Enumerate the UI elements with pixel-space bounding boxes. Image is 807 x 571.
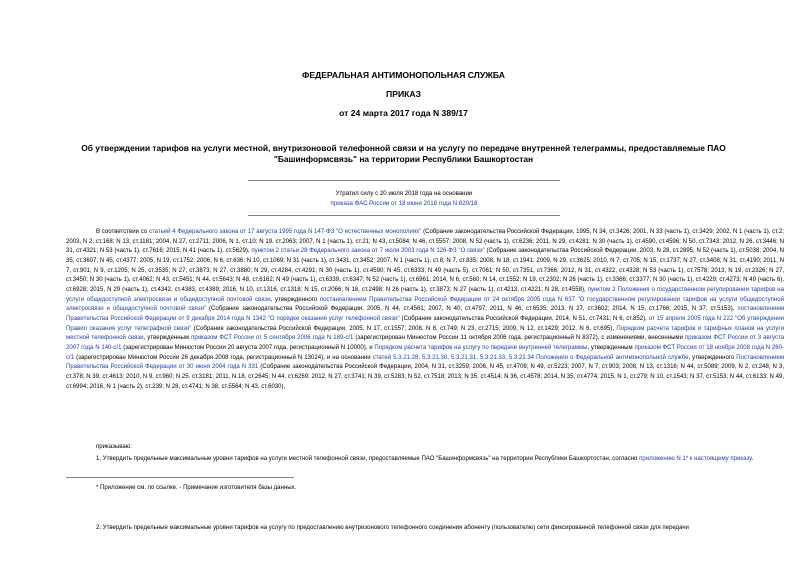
law-link[interactable]: пунктом 2 статьи 28 Федерального закона от 7 июля 2003 года N 126-ФЗ "О связи"	[251, 248, 485, 255]
preamble-text: , утвержденным	[587, 344, 635, 351]
law-link[interactable]: статей 5.3.21.28, 5.3.21.30, 5.3.21.31, 5.3.21.33, 5.3.21.34 Положения о Федеральной антимонопольной службе	[372, 354, 689, 361]
order-word: приказываю:	[96, 444, 132, 450]
preamble-text: (Собрание законодательства Российской Федерации, 1995, N 34, ст.3426; 2001, N 33 (часть 1), ст.3429; 2002, N 1 (часть 1), ст.2; 2003, N 2, ст.168; N 13, ст.1181; 2004, N 27, ст.2711; 2006, N 1, ст.10; N 19, ст.2063; 2007, N 1 (часть 1), ст.21; N 43, ст.5084; N 46, ст.5557; 2008, N 52 (часть 1), ст.6236; 2011, N 29, ст.4281; N 30 (часть 1), ст.4590, ст.4596; N 50, ст.7343; 2012, N 26, ст.3446; N 31, ст.4321; N 53 (часть 1), ст.7616; 2015, N 41 (часть 1), ст.5629),	[66, 229, 784, 255]
preamble-text: В соответствии со	[96, 229, 149, 235]
law-link[interactable]: Порядком расчета тарифов на услугу по передаче внутренней телеграммы	[374, 344, 588, 351]
preamble-text: (Собрание законодательства Российской Федерации, 2014, N 51, ст.7431; N 6, ст.852),	[399, 315, 649, 322]
preamble-text: (зарегистрирован Минюстом России 20 августа 2007 года, регистрационный N 10000), и	[121, 344, 375, 351]
preamble-text: (Собрание законодательства Российской Федерации, 2005, N 17, ст.1557; 2008, N 8, ст.749; N 23, ст.2715; 2009, N 12, ст.1429; 2012, N 6, ст.695),	[191, 325, 617, 332]
title-line-1: Об утверждении тарифов на услуги местной, внутризоновой телефонной связи и на услугу по передаче внутренней телеграммы, предоставляемые ПАО	[81, 143, 726, 153]
document-title	[40, 143, 767, 165]
preamble-text: (Собрание законодательства Российской Федерации, 2003, N 28, ст.2895; N 52 (часть 1), ст.5038; 2004, N 35, ст.3607; N 45, ст.4377; 2005, N 19, ст.1752; 2006, N 6, ст.636; N 10, ст.1069; N 31 (часть 1), ст.3431, ст.3452; 2007, N 1 (часть 1), ст.8; N 7, ст.835; 2008, N 18, ст.1941; 2009, N 29, ст.3625; 2010, N 7, ст.705; N 15, ст.1737; N 27, ст.3408; N 31, ст.4190; 2011, N 7, ст.901; N 9, ст.1205; N 25, ст.3535; N 27, ст.3873; N 27, ст.3880; N 29, ст.4284, ст.4291; N 30 (часть 1), ст.4590; N 45, ст.6333; N 49 (часть 5), ст.7061; N 50, ст.7351, ст.7366; 2012, N 31, ст.4322, ст.4328; N 53 (часть 1), ст.7578; 2013, N 19, ст.2326; N 27, ст.3450; N 30 (часть 1), ст.4062; N 43, ст.5451; N 44, ст.5643; N 48, ст.6162; N 49 (часть 1), ст.6339, ст.6347; N 52 (часть 1), ст.6961; 2014, N 6, ст.560; N 14, ст.1552; N 19, ст.2302; N 26 (часть 1), ст.3366; ст.3377; N 30 (часть 1), ст.4229; ст.4273; N 49 (часть 6), ст.6928; 2015, N 29 (часть 1), ст.4342, ст.4383, ст.4389; 2016, N 10, ст.1316, ст.1318; N 15, ст.2066; N 18, ст.2498; N 26 (часть 1), ст.3873; N 27 (часть 1), ст.4213, ст.4221; N 28, ст.4558),	[66, 248, 785, 293]
footnote-divider	[66, 477, 294, 478]
date-number-heading: от 24 марта 2017 года N 389/17	[339, 108, 468, 118]
preamble-text: (Собрание законодательства Российской Федерации, 2005, N 44, ст.4561; 2007, N 40, ст.4797; 2011, N 46, ст.6535; 2013, N 27, ст.3602; 2014, N 15, ст.1766; 2015, N 37, ст.5153),	[206, 306, 738, 313]
law-link[interactable]: от 15 апреля 2005 года N 222 "Об утверждении Правил оказания услуг телеграфной связи"	[66, 315, 784, 332]
item-1-paragraph	[66, 455, 784, 465]
item-1-text-end: .	[751, 456, 754, 462]
agency-heading: ФЕДЕРАЛЬНАЯ АНТИМОНОПОЛЬНАЯ СЛУЖБА	[302, 70, 505, 80]
status-divider	[248, 215, 560, 216]
doc-type-heading: ПРИКАЗ	[386, 89, 421, 99]
law-link[interactable]: Порядком расчета тарифов и тарифных планов на услуги местной телефонной связи	[66, 325, 784, 342]
law-link[interactable]: приказом ФСТ России от 3 августа 2007 года N 140-с/1	[66, 335, 785, 351]
item-1-text: 1. Утвердить предельные максимальные уровни тарифов на услуги местной телефонной связи, предоставляемые ПАО "Башинформсвязь" на территории Республики Башкортостан, согласно	[96, 456, 640, 462]
law-link[interactable]: Постановлением Правительства Российской Федерации от 30 июня 2004 года N 331	[66, 354, 784, 371]
law-link[interactable]: приказом ФСТ России от 5 сентября 2006 года N 189-с/1	[191, 335, 354, 342]
preamble-text: , утвержденного	[688, 354, 737, 361]
preamble-text: , утвержденным	[143, 335, 192, 342]
status-note-text: Утратил силу с 20 июля 2018 года на основании	[335, 190, 473, 197]
status-note-link[interactable]: приказа ФАС России от 18 июня 2018 года N 820/18	[330, 200, 478, 207]
law-link[interactable]: приказом ФСТ России от 18 ноября 2008 года N 260-с/1	[66, 344, 784, 361]
preamble-text: (зарегистрирован Минюстом России 26 декабря 2008 года, регистрационный N 13024), и на основании	[74, 354, 373, 361]
status-note	[248, 189, 560, 209]
preamble-text: (зарегистрирован Минюстом России 11 октября 2006 года, регистрационный N 8372), с изменениями, внесенными	[353, 335, 685, 342]
appendix-1-link[interactable]: приложению N 1* к настоящему приказу	[639, 456, 752, 462]
preamble-text: , утвержденного	[270, 296, 320, 303]
law-link[interactable]: статьей 4 Федерального закона от 17 августа 1995 года N 147-ФЗ "О естественных монополиях"	[148, 229, 422, 235]
item-2-paragraph: 2. Утвердить предельные максимальные уровни тарифов на услугу по предоставлению внутризонового телефонного соединения абоненту (пользователю) сети фиксированной телефонной связи для передачи	[96, 525, 689, 531]
title-divider	[248, 180, 560, 181]
law-link[interactable]: постановлением Правительства Российской Федерации от 24 октября 2005 года N 637 "О государственном регулировании тарифов на услуги общедоступной электросвязи и общедоступной почтовой связи"	[66, 296, 785, 313]
preamble-text: (Собрание законодательства Российской Федерации, 2004, N 31, ст.3259; 2006, N 45, ст.4706; N 49, ст.5223; 2007, N 7, ст.903; 2008, N 13, ст.1316; N 44, ст.5089; 2009, N 2, ст.248; N 3, ст.378; N 39, ст.4613; 2010, N 9, ст.960; N 25, ст.3181; 2011, N 18, ст.2645; N 44, ст.6269; 2012, N 27, ст.3741; N 39, ст.5283; N 52, ст.7518; 2013, N 35, ст.4514; N 36, ст.4578; 2014, N 35, ст.4774; 2015, N 1, ст.279; N 10, ст.1543; N 37, ст.5153; N 44, ст.6133; N 49, ст.6994; 2016, N 1 (часть 2), ст.239; N 28, ст.4741; N 38, ст.5564; N 43, ст.6030),	[66, 364, 784, 390]
law-link[interactable]: постановлением Правительства Российской Федерации от 9 декабря 2014 года N 1342 "О порядке оказания услуг телефонной связи"	[66, 306, 784, 322]
footnote: * Приложение см. по ссылке. - Примечание изготовителя базы данных.	[96, 485, 297, 491]
law-link[interactable]: пунктом 2 Положения о государственном регулировании тарифов на услуги общедоступной электросвязи и общедоступной почтовой связи	[66, 286, 785, 303]
title-line-2: "Башинформсвязь" на территории Республики Башкортостан	[273, 154, 534, 164]
preamble-paragraph	[66, 228, 784, 392]
